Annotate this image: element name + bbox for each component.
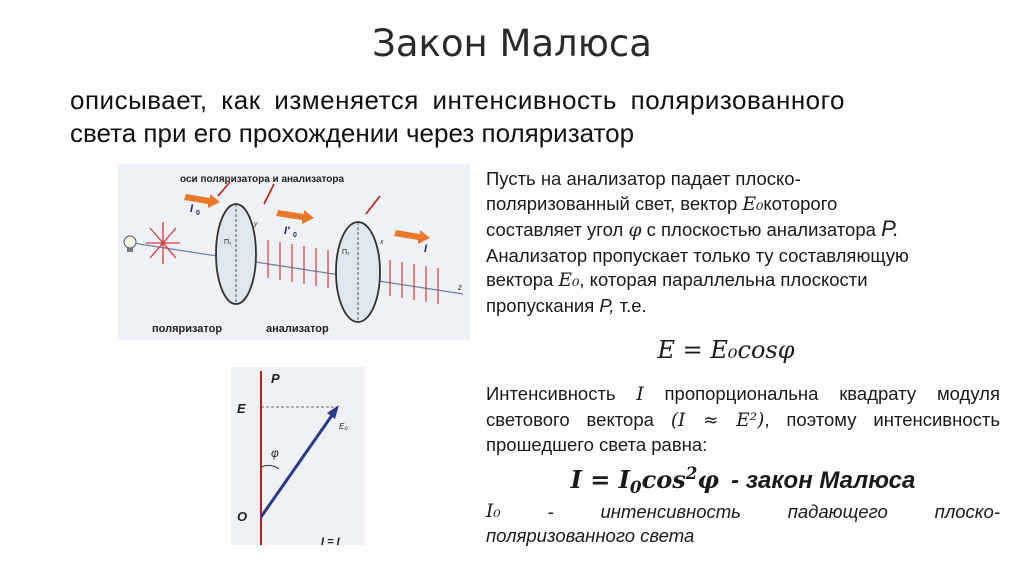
- slide-title: Закон Малюса: [372, 22, 652, 65]
- label-p2: П₂: [342, 249, 350, 256]
- p1-line-4: Анализатор пропускает только ту составляющую: [486, 244, 909, 266]
- label-polarizer: поляризатор: [152, 323, 223, 335]
- explanation-paragraph-1: [486, 167, 1000, 319]
- label-y: y: [254, 221, 258, 228]
- vector-e0-symbol: E₀: [742, 193, 764, 215]
- polarizer-analyzer-diagram: [118, 164, 470, 340]
- subtitle-line-2: света при его прохождении через поляризатор: [70, 118, 635, 148]
- p1-line-2: поляризованный свет, вектор E₀которого: [486, 192, 838, 215]
- label-p: P: [271, 371, 280, 386]
- p1-line-1: Пусть на анализатор падает плоско-: [486, 168, 801, 189]
- label-i0prime: I': [284, 225, 290, 237]
- vector-diagram: [231, 367, 365, 545]
- p1-line-3: составляет угол φ с плоскостью анализатора P.: [486, 216, 900, 242]
- label-o: O: [237, 509, 248, 524]
- p1-line-6: пропускания P, т.е.: [486, 294, 647, 316]
- unpolarized-light-rays: [146, 222, 180, 264]
- subtitle: [70, 84, 970, 150]
- label-i0-sub: 0: [196, 210, 200, 217]
- explanation-paragraph-2: Интенсивность I пропорциональна квадрату модуля светового вектора (I ≈ E²), поэтому интенсивность прошедшего света равна:: [486, 383, 1001, 456]
- vector-diagram-background: [231, 367, 365, 545]
- label-e0: E₀: [339, 422, 348, 431]
- formula-e-projection: E = E₀cosφ: [657, 336, 795, 364]
- label-z: z: [458, 283, 462, 292]
- diagram-caption: оси поляризатора и анализатора: [180, 174, 345, 185]
- explanation-paragraph-3: [486, 500, 1000, 548]
- label-phi: φ: [271, 446, 279, 460]
- label-e: E: [237, 401, 246, 416]
- label-bottom: I = I: [321, 536, 340, 545]
- p3-line-1: I₀ - интенсивность падающего плоско-: [486, 501, 1000, 522]
- label-x: x: [380, 239, 384, 246]
- label-i: I: [424, 243, 428, 255]
- p3-line-2: поляризованного света: [486, 525, 695, 546]
- label-i0prime-sub: 0: [293, 232, 297, 239]
- p1-line-5: вектора E₀, которая параллельна плоскости: [486, 269, 868, 292]
- label-p1: П₁: [224, 239, 232, 246]
- label-i0: I: [190, 203, 194, 215]
- malus-law-formula: $I = I_0\cos^2\varphi$ - закон Малюса: [570, 463, 916, 497]
- subtitle-line-1: описывает, как изменяется интенсивность поляризованного: [70, 85, 846, 115]
- malus-law-label: - закон Малюса: [731, 467, 916, 494]
- label-analyzer: анализатор: [266, 323, 329, 335]
